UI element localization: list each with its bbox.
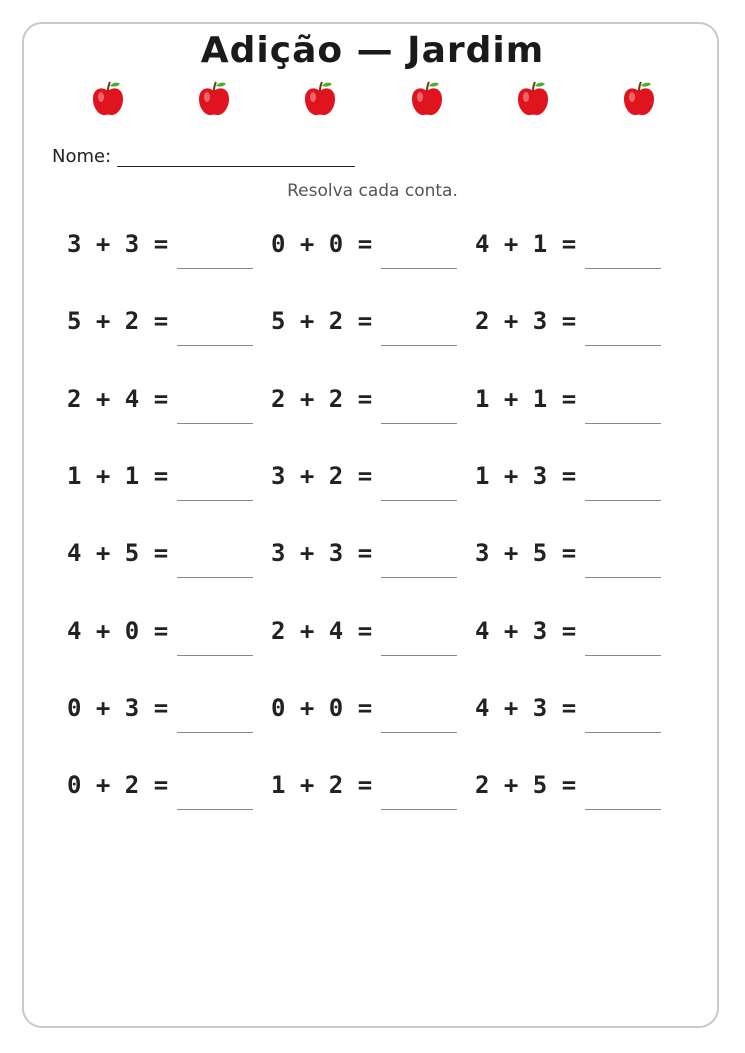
problem-expression: 4 + 5 = <box>67 539 169 567</box>
name-label: Nome: <box>52 146 112 167</box>
problem-expression: 0 + 3 = <box>67 694 169 722</box>
answer-blank[interactable] <box>381 423 457 424</box>
problem-expression: 3 + 5 = <box>475 539 577 567</box>
answer-blank[interactable] <box>177 577 253 578</box>
answer-blank[interactable] <box>381 500 457 501</box>
problem-expression: 1 + 1 = <box>67 462 169 490</box>
problem-expression: 4 + 1 = <box>475 230 577 258</box>
answer-blank[interactable] <box>177 268 253 269</box>
problem-expression: 3 + 2 = <box>271 462 373 490</box>
answer-blank[interactable] <box>381 345 457 346</box>
answer-blank[interactable] <box>585 655 661 656</box>
problem-expression: 1 + 2 = <box>271 771 373 799</box>
problem-expression: 2 + 4 = <box>67 385 169 413</box>
answer-blank[interactable] <box>177 655 253 656</box>
problem-expression: 0 + 0 = <box>271 230 373 258</box>
problem-expression: 2 + 5 = <box>475 771 577 799</box>
answer-blank[interactable] <box>381 268 457 269</box>
problem-expression: 2 + 3 = <box>475 307 577 335</box>
problem-expression: 1 + 3 = <box>475 462 577 490</box>
answer-blank[interactable] <box>585 268 661 269</box>
answer-blank[interactable] <box>177 423 253 424</box>
answer-blank[interactable] <box>585 500 661 501</box>
answer-blank[interactable] <box>585 732 661 733</box>
problem-expression: 5 + 2 = <box>67 307 169 335</box>
problem-expression: 1 + 1 = <box>475 385 577 413</box>
problem-expression: 3 + 3 = <box>271 539 373 567</box>
answer-blank[interactable] <box>585 577 661 578</box>
instructions: Resolva cada conta. <box>287 181 458 201</box>
answer-blank[interactable] <box>381 655 457 656</box>
answer-blank[interactable] <box>585 809 661 810</box>
answer-blank[interactable] <box>177 500 253 501</box>
page-title: Adição — Jardim <box>200 30 545 71</box>
answer-blank[interactable] <box>381 732 457 733</box>
answer-blank[interactable] <box>381 809 457 810</box>
answer-blank[interactable] <box>585 345 661 346</box>
problem-expression: 4 + 0 = <box>67 617 169 645</box>
answer-blank[interactable] <box>177 345 253 346</box>
problem-expression: 3 + 3 = <box>67 230 169 258</box>
answer-blank[interactable] <box>381 577 457 578</box>
answer-blank[interactable] <box>177 732 253 733</box>
problem-expression: 2 + 4 = <box>271 617 373 645</box>
problem-expression: 4 + 3 = <box>475 617 577 645</box>
problem-expression: 2 + 2 = <box>271 385 373 413</box>
problem-expression: 4 + 3 = <box>475 694 577 722</box>
answer-blank[interactable] <box>177 809 253 810</box>
problem-expression: 0 + 0 = <box>271 694 373 722</box>
answer-blank[interactable] <box>585 423 661 424</box>
problem-expression: 0 + 2 = <box>67 771 169 799</box>
problem-expression: 5 + 2 = <box>271 307 373 335</box>
